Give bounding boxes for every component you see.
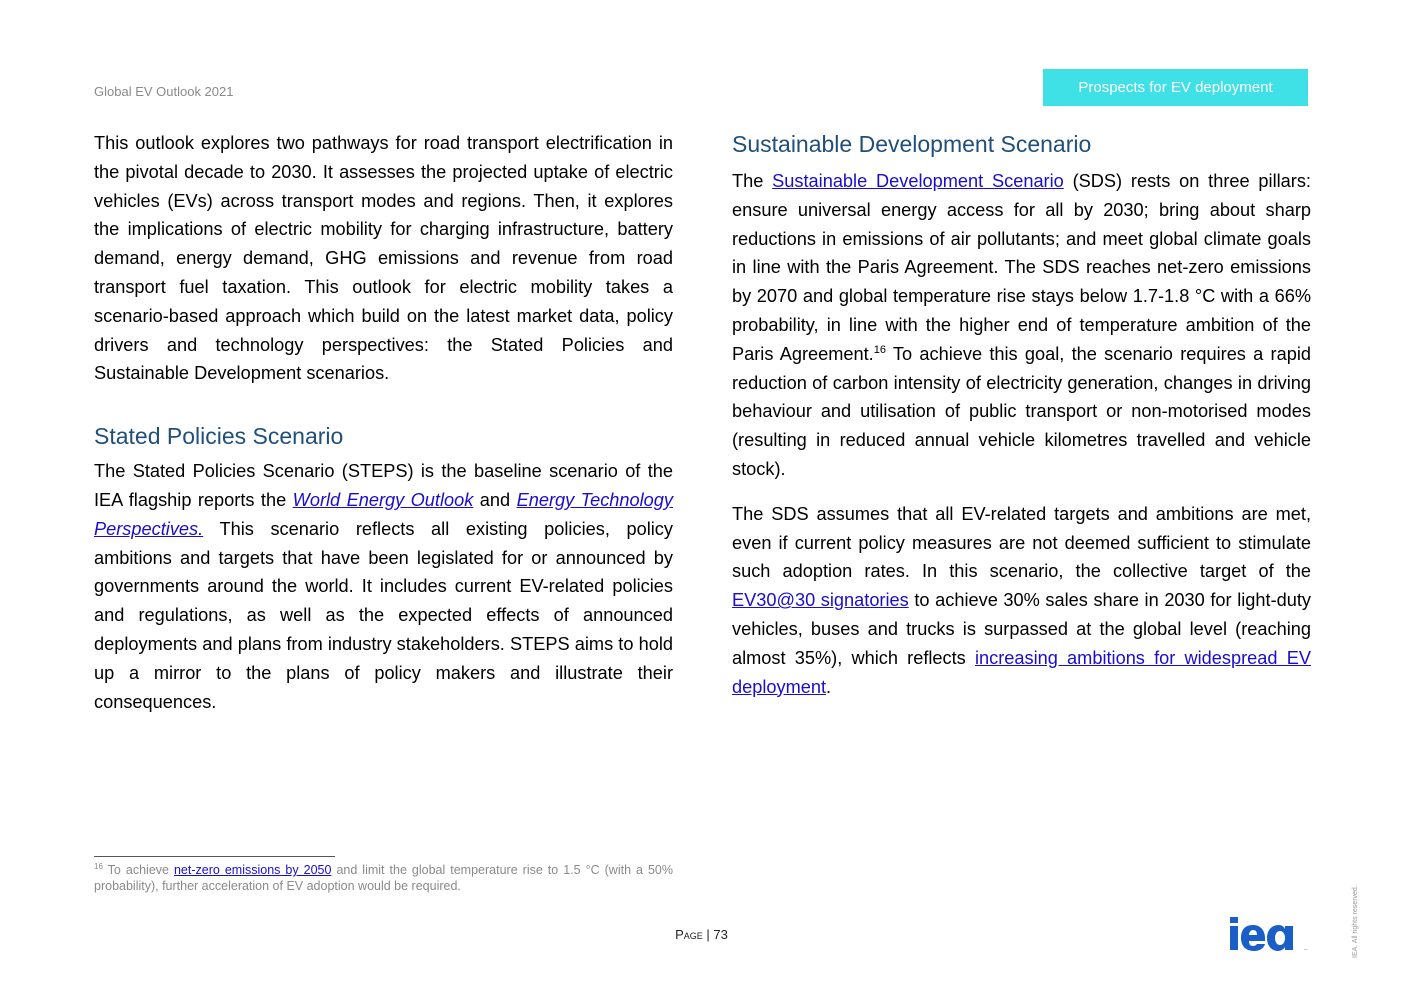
page-separator: |	[702, 927, 714, 942]
ev3030-signatories-link[interactable]: EV30@30 signatories	[732, 590, 909, 611]
intro-paragraph: This outlook explores two pathways for road transport electrification in the pivotal decade to 2030. It assesses the projected uptake of electric vehicles (EVs) across transport modes and regions. Then, it explores the implications of electric mobility for charging infrastructure, battery demand, energy demand, GHG emissions and revenue from road transport fuel taxation. This outlook for electric mobility takes a scenario-based approach which build on the latest market data, policy drivers and technology perspectives: the Stated Policies and Sustainable Development scenarios.	[94, 133, 673, 384]
right-column	[732, 129, 1311, 701]
sds2-text-2: to achieve 30% sales share in 2030 for light-duty vehicles, buses and trucks is surpassed at the global level (reaching almost 35%), which reflects	[732, 590, 1311, 668]
sds-text-1: (SDS) rests on three pillars: ensure universal energy access for all by 2030; bring about sharp reductions in emissions of air pollutants; and meet global climate goals in line with the Paris Agreement. The SDS reaches net-zero emissions by 2070 and global temperature rise stays below 1.7-1.8 °C with a 66% probability, in line with the higher end of temperature ambition of the Paris Agreement.	[732, 171, 1311, 364]
footnote-text-1: To achieve	[102, 863, 174, 877]
footnote-ref: 16	[873, 343, 886, 356]
energy-technology-perspectives-link[interactable]: Energy Technology Perspectives.	[94, 489, 674, 539]
logo-text: iea	[1304, 949, 1307, 951]
sds2-text-end: .	[826, 676, 832, 697]
publication-title: Global EV Outlook 2021	[94, 84, 234, 99]
footnote-text-2: and limit the global temperature rise to 1.5 °C (with a 50% probability), further acceleration of EV adoption would be required.	[94, 863, 674, 893]
page-number	[0, 927, 1403, 942]
net-zero-link[interactable]: net-zero emissions by 2050	[173, 863, 332, 877]
sds-paragraph	[732, 167, 1311, 484]
page-label: Page	[675, 927, 703, 942]
steps-heading: Stated Policies Scenario	[94, 423, 344, 450]
footnote	[94, 862, 673, 894]
sds-text-2: To achieve this goal, the scenario requires a rapid reduction of carbon intensity of electricity generation, changes in driving behaviour and utilisation of public transport or non-motorised modes (resulting in reduced annual vehicle kilometres travelled and vehicle stock).	[732, 343, 1311, 479]
increasing-ambitions-link[interactable]: increasing ambitions for widespread EV deployment	[732, 647, 1311, 697]
rights-notice: IEA. All rights reserved.	[1352, 885, 1359, 958]
sds-heading: Sustainable Development Scenario	[732, 131, 1092, 157]
footnote-number: 16	[94, 861, 103, 871]
sds-assumptions-paragraph	[732, 500, 1311, 702]
section-tab: Prospects for EV deployment	[1043, 69, 1308, 106]
world-energy-outlook-link[interactable]: World Energy Outlook	[292, 489, 474, 510]
sds-text-the: The	[732, 171, 773, 191]
steps-text-2: This scenario reflects all existing policies, policy ambitions and targets that have been legislated for or announced by governments around the world. It includes current EV-related policies and regulations, as well as the expected effects of announced deployments and plans from industry stakeholders. STEPS aims to hold up a mirror to the plans of policy makers and illustrate their consequences.	[94, 518, 673, 712]
sds2-text-1: The SDS assumes that all EV-related targets and ambitions are met, even if current policy measures are not deemed sufficient to stimulate such adoption rates. In this scenario, the collective target of the	[732, 503, 1311, 582]
left-column	[94, 129, 673, 716]
footnote-divider	[94, 856, 335, 857]
steps-paragraph	[94, 457, 673, 716]
steps-text-1: The Stated Policies Scenario (STEPS) is the baseline scenario of the IEA flagship reports the	[94, 461, 673, 510]
page-number-value: 73	[713, 927, 728, 942]
iea-logo-icon	[1229, 917, 1309, 952]
steps-text-and: and	[473, 489, 517, 510]
sustainable-development-scenario-link[interactable]: Sustainable Development Scenario	[772, 171, 1064, 191]
